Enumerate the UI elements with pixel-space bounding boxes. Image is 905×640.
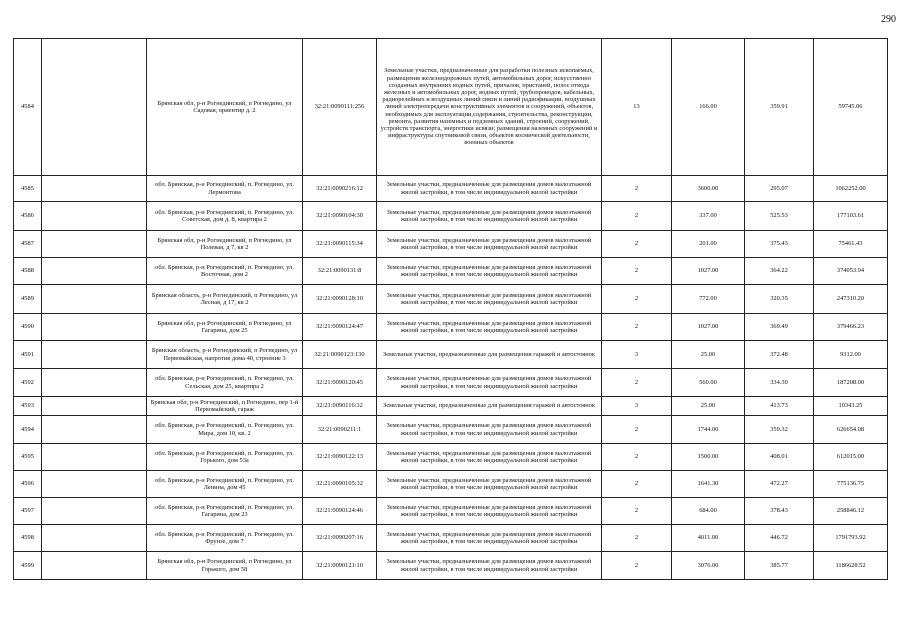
address-cell: обл. Брянская, р-н Рогнединский, п. Рогнедино, ул. Советская, дом д. 8, квартира 2 bbox=[147, 202, 303, 231]
area-cell: 337.00 bbox=[672, 202, 745, 231]
cadastral-number-cell: 32:21:0090211:1 bbox=[303, 416, 377, 444]
row-id-cell: 4584 bbox=[14, 39, 42, 176]
row-id-cell: 4597 bbox=[14, 498, 42, 525]
land-use-cell: Земельные участки, предназначенные для размещения домов малоэтажной жилой застройки, в том числе индивидуальной жилой застройки bbox=[377, 369, 602, 397]
group-cell: 2 bbox=[602, 498, 672, 525]
row-id-cell: 4591 bbox=[14, 341, 42, 369]
cadastral-value-cell: 187208.00 bbox=[814, 369, 888, 397]
table-row bbox=[14, 525, 888, 552]
address-cell: обл. Брянская, р-н Рогнединский, п. Рогнедино, ул. Гагарина, дом 23 bbox=[147, 498, 303, 525]
address-cell: Брянская обл, р-н Рогнединский, п Рогнедино, ул Садовая, ориентир д. 2 bbox=[147, 39, 303, 176]
group-cell: 2 bbox=[602, 285, 672, 314]
cadastral-number-cell: 32:21:0090216:12 bbox=[303, 176, 377, 202]
cadastral-value-cell: 379466.23 bbox=[814, 314, 888, 341]
rate-cell: 413.73 bbox=[745, 397, 814, 416]
blank-cell bbox=[42, 341, 147, 369]
land-use-cell: Земельные участки, предназначенные для размещения домов малоэтажной жилой застройки, в том числе индивидуальной жилой застройки bbox=[377, 444, 602, 471]
land-use-cell: Земельные участки, предназначенные для размещения домов малоэтажной жилой застройки, в том числе индивидуальной жилой застройки bbox=[377, 525, 602, 552]
land-use-cell: Земельные участки, предназначенные для размещения домов малоэтажной жилой застройки, в том числе индивидуальной жилой застройки bbox=[377, 202, 602, 231]
land-use-cell: Земельные участки, предназначенные для размещения домов малоэтажной жилой застройки, в том числе индивидуальной жилой застройки bbox=[377, 176, 602, 202]
land-use-cell: Земельные участки, предназначенные для размещения гаражей и автостоянок bbox=[377, 397, 602, 416]
area-cell: 772.00 bbox=[672, 285, 745, 314]
table-row bbox=[14, 471, 888, 498]
table-row bbox=[14, 285, 888, 314]
cadastral-number-cell: 32:21:0090104:30 bbox=[303, 202, 377, 231]
cadastral-number-cell: 32:21:0090116:32 bbox=[303, 397, 377, 416]
table-row bbox=[14, 498, 888, 525]
area-cell: 1744.00 bbox=[672, 416, 745, 444]
cadastral-value-cell: 9312.00 bbox=[814, 341, 888, 369]
cadastral-value-cell: 1062252.00 bbox=[814, 176, 888, 202]
land-use-cell: Земельные участки, предназначенные для размещения домов малоэтажной жилой застройки, в том числе индивидуальной жилой застройки bbox=[377, 258, 602, 285]
blank-cell bbox=[42, 416, 147, 444]
table-row bbox=[14, 397, 888, 416]
blank-cell bbox=[42, 444, 147, 471]
land-use-cell: Земельные участки, предназначенные для размещения домов малоэтажной жилой застройки, в том числе индивидуальной жилой застройки bbox=[377, 314, 602, 341]
blank-cell bbox=[42, 397, 147, 416]
row-id-cell: 4593 bbox=[14, 397, 42, 416]
cadastral-value-cell: 1791793.92 bbox=[814, 525, 888, 552]
area-cell: 25.00 bbox=[672, 397, 745, 416]
table-row bbox=[14, 231, 888, 258]
group-cell: 2 bbox=[602, 176, 672, 202]
cadastral-value-cell: 1186628.52 bbox=[814, 552, 888, 580]
page-number: 290 bbox=[881, 14, 896, 25]
land-use-cell: Земельные участки, предназначенные для размещения домов малоэтажной жилой застройки, в том числе индивидуальной жилой застройки bbox=[377, 231, 602, 258]
table-body bbox=[14, 39, 888, 580]
row-id-cell: 4594 bbox=[14, 416, 42, 444]
area-cell: 4011.00 bbox=[672, 525, 745, 552]
address-cell: обл. Брянская, р-н Рогнединский, п. Рогнедино, ул. Горького, дом 53а bbox=[147, 444, 303, 471]
address-cell: Брянская обл, р-н Рогнединский, п Рогнедино, ул Горького, дом 58 bbox=[147, 552, 303, 580]
area-cell: 684.00 bbox=[672, 498, 745, 525]
cadastral-value-cell: 775136.75 bbox=[814, 471, 888, 498]
rate-cell: 385.77 bbox=[745, 552, 814, 580]
land-use-cell: Земельные участки, предназначенные для размещения гаражей и автостоянок bbox=[377, 341, 602, 369]
cadastral-value-cell: 626654.08 bbox=[814, 416, 888, 444]
table-row bbox=[14, 314, 888, 341]
area-cell: 1027.00 bbox=[672, 258, 745, 285]
group-cell: 2 bbox=[602, 314, 672, 341]
rate-cell: 525.53 bbox=[745, 202, 814, 231]
rate-cell: 320.35 bbox=[745, 285, 814, 314]
table-row bbox=[14, 258, 888, 285]
table-row bbox=[14, 202, 888, 231]
land-use-cell: Земельные участки, предназначенные для разработки полезных ископаемых, размещения железнодорожных путей, автомобильных дорог, искусственно созданных внутренних водных путей, причалов, пристаней, полос отвода железных и автомобильных дорог, водных путей, трубопроводов, кабельных, радиорелейных и воздушных линий связи и линий радиофикации, воздушных линий электропередачи конструктивных элементов и сооружений, объектов, необходимых для эксплуатации,содержания, строительства, реконструкции, ремонта, развития наземных и подземных зданий, строений, сооружений, устройств транспорта, энергетики исвязи; размещения наземных сооружений и инфраструктуры спутниковой связи, объектов космической деятельности, военных объектов bbox=[377, 39, 602, 176]
area-cell: 1641.30 bbox=[672, 471, 745, 498]
address-cell: обл. Брянская, р-н Рогнединский, п. Рогнедино, ул. Восточная, дом 2 bbox=[147, 258, 303, 285]
row-id-cell: 4588 bbox=[14, 258, 42, 285]
blank-cell bbox=[42, 176, 147, 202]
cadastral-number-cell: 32:21:0090120:45 bbox=[303, 369, 377, 397]
blank-cell bbox=[42, 258, 147, 285]
area-cell: 560.00 bbox=[672, 369, 745, 397]
area-cell: 3076.00 bbox=[672, 552, 745, 580]
group-cell: 2 bbox=[602, 231, 672, 258]
cadastral-value-cell: 177103.61 bbox=[814, 202, 888, 231]
rate-cell: 375.43 bbox=[745, 231, 814, 258]
address-cell: Брянская область, р-н Рогнединский, п Рогнедино, ул Лесная, д 17, кв 2 bbox=[147, 285, 303, 314]
group-cell: 3 bbox=[602, 397, 672, 416]
cadastral-value-cell: 59745.06 bbox=[814, 39, 888, 176]
address-cell: обл. Брянская, р-н Рогнединский, п. Рогнедино, ул. Мира, дом 10, кв. 2 bbox=[147, 416, 303, 444]
rate-cell: 295.07 bbox=[745, 176, 814, 202]
blank-cell bbox=[42, 231, 147, 258]
group-cell: 3 bbox=[602, 341, 672, 369]
area-cell: 3600.00 bbox=[672, 176, 745, 202]
blank-cell bbox=[42, 369, 147, 397]
group-cell: 2 bbox=[602, 258, 672, 285]
row-id-cell: 4589 bbox=[14, 285, 42, 314]
rate-cell: 364.22 bbox=[745, 258, 814, 285]
cadastral-number-cell: 32:21:0090111:256 bbox=[303, 39, 377, 176]
rate-cell: 359.32 bbox=[745, 416, 814, 444]
address-cell: обл. Брянская, р-н Рогнединский, п. Рогнедино, ул. Ленина, дом 45 bbox=[147, 471, 303, 498]
cadastral-number-cell: 32:21:0090128:10 bbox=[303, 285, 377, 314]
rate-cell: 359.91 bbox=[745, 39, 814, 176]
blank-cell bbox=[42, 552, 147, 580]
address-cell: Брянская обл, р-н Рогнединский, п Рогнедино, ул Полевая, д 7, кв 2 bbox=[147, 231, 303, 258]
blank-cell bbox=[42, 471, 147, 498]
address-cell: обл. Брянская, р-н Рогнединский, п. Рогнедино, ул. Сельская, дом 25, квартира 2 bbox=[147, 369, 303, 397]
cadastral-value-cell: 10343.25 bbox=[814, 397, 888, 416]
table-row bbox=[14, 444, 888, 471]
row-id-cell: 4592 bbox=[14, 369, 42, 397]
table-row bbox=[14, 39, 888, 176]
row-id-cell: 4587 bbox=[14, 231, 42, 258]
group-cell: 2 bbox=[602, 471, 672, 498]
group-cell: 13 bbox=[602, 39, 672, 176]
land-use-cell: Земельные участки, предназначенные для размещения домов малоэтажной жилой застройки, в том числе индивидуальной жилой застройки bbox=[377, 416, 602, 444]
land-use-cell: Земельные участки, предназначенные для размещения домов малоэтажной жилой застройки, в том числе индивидуальной жилой застройки bbox=[377, 285, 602, 314]
rate-cell: 369.49 bbox=[745, 314, 814, 341]
blank-cell bbox=[42, 525, 147, 552]
blank-cell bbox=[42, 202, 147, 231]
group-cell: 2 bbox=[602, 416, 672, 444]
blank-cell bbox=[42, 39, 147, 176]
blank-cell bbox=[42, 285, 147, 314]
cadastral-number-cell: 32:21:0090121:10 bbox=[303, 552, 377, 580]
rate-cell: 472.27 bbox=[745, 471, 814, 498]
group-cell: 2 bbox=[602, 552, 672, 580]
row-id-cell: 4596 bbox=[14, 471, 42, 498]
rate-cell: 408.01 bbox=[745, 444, 814, 471]
blank-cell bbox=[42, 314, 147, 341]
cadastral-number-cell: 32:21:0090207:16 bbox=[303, 525, 377, 552]
area-cell: 166.00 bbox=[672, 39, 745, 176]
cadastral-number-cell: 32:21:0090131:8 bbox=[303, 258, 377, 285]
table-row bbox=[14, 369, 888, 397]
area-cell: 25.00 bbox=[672, 341, 745, 369]
address-cell: обл. Брянская, р-н Рогнединский, п. Рогнедино, ул. Лермонтова bbox=[147, 176, 303, 202]
land-use-cell: Земельные участки, предназначенные для размещения домов малоэтажной жилой застройки, в том числе индивидуальной жилой застройки bbox=[377, 552, 602, 580]
area-cell: 1027.00 bbox=[672, 314, 745, 341]
group-cell: 2 bbox=[602, 444, 672, 471]
cadastral-value-cell: 75461.43 bbox=[814, 231, 888, 258]
area-cell: 201.00 bbox=[672, 231, 745, 258]
table-row bbox=[14, 552, 888, 580]
cadastral-number-cell: 32:21:0090122:13 bbox=[303, 444, 377, 471]
table-row bbox=[14, 416, 888, 444]
cadastral-number-cell: 32:21:0090115:34 bbox=[303, 231, 377, 258]
address-cell: Брянская обл, р-н Рогнединский, п Рогнедино, пер 1-й Первомайский, гараж bbox=[147, 397, 303, 416]
row-id-cell: 4585 bbox=[14, 176, 42, 202]
group-cell: 2 bbox=[602, 202, 672, 231]
address-cell: Брянская область, р-н Рогнединский, п Рогнедино, ул Первомайская, напротив дома 40, строение 3 bbox=[147, 341, 303, 369]
land-registry-table bbox=[13, 38, 888, 580]
rate-cell: 372.48 bbox=[745, 341, 814, 369]
cadastral-value-cell: 258846.12 bbox=[814, 498, 888, 525]
group-cell: 2 bbox=[602, 525, 672, 552]
address-cell: обл. Брянская, р-н Рогнединский, п. Рогнедино, ул. Фрунзе, дом 7 bbox=[147, 525, 303, 552]
cadastral-value-cell: 374053.94 bbox=[814, 258, 888, 285]
cadastral-value-cell: 612015.00 bbox=[814, 444, 888, 471]
table-row bbox=[14, 341, 888, 369]
area-cell: 1500.00 bbox=[672, 444, 745, 471]
cadastral-number-cell: 32:21:0090124:47 bbox=[303, 314, 377, 341]
rate-cell: 334.30 bbox=[745, 369, 814, 397]
group-cell: 2 bbox=[602, 369, 672, 397]
cadastral-number-cell: 32:21:0090124:46 bbox=[303, 498, 377, 525]
land-use-cell: Земельные участки, предназначенные для размещения домов малоэтажной жилой застройки, в том числе индивидуальной жилой застройки bbox=[377, 471, 602, 498]
row-id-cell: 4590 bbox=[14, 314, 42, 341]
cadastral-number-cell: 32:21:0090105:32 bbox=[303, 471, 377, 498]
rate-cell: 446.72 bbox=[745, 525, 814, 552]
cadastral-number-cell: 32:21:0090123:130 bbox=[303, 341, 377, 369]
address-cell: Брянская обл, р-н Рогнединский, п Рогнедино, ул Гагарина, дом 25 bbox=[147, 314, 303, 341]
row-id-cell: 4595 bbox=[14, 444, 42, 471]
row-id-cell: 4586 bbox=[14, 202, 42, 231]
row-id-cell: 4598 bbox=[14, 525, 42, 552]
blank-cell bbox=[42, 498, 147, 525]
row-id-cell: 4599 bbox=[14, 552, 42, 580]
table-row bbox=[14, 176, 888, 202]
cadastral-value-cell: 247310.20 bbox=[814, 285, 888, 314]
land-use-cell: Земельные участки, предназначенные для размещения домов малоэтажной жилой застройки, в том числе индивидуальной жилой застройки bbox=[377, 498, 602, 525]
rate-cell: 378.43 bbox=[745, 498, 814, 525]
